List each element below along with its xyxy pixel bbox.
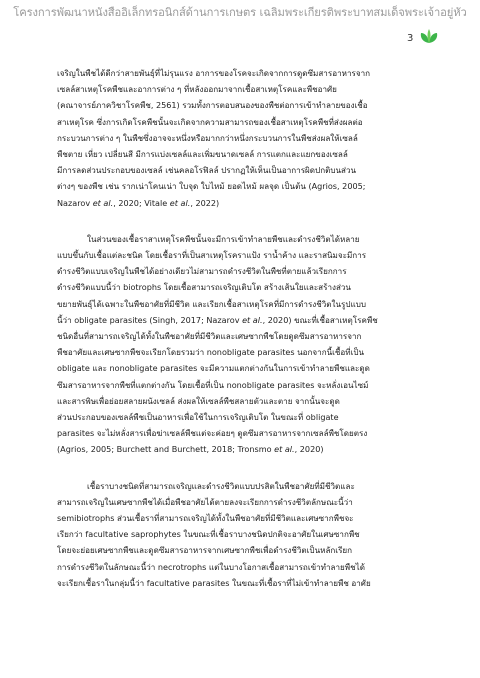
text-line: ต่างๆ ของพืช เช่น รากเน่าโคนเน่า ใบจุด ใบไหม้ ยอดไหม้ ผลจุด เป็นต้น (Agrios, 2005; [57,181,366,192]
text-line: Nazarov et al., 2020; Vitale et al., 2022) [57,197,220,208]
text-line: เชื้อราบางชนิดที่สามารถเจริญและดำรงชีวิตแบบปรสิตในพืชอาศัยที่มีชีวิตและ [87,480,355,491]
text-line: การดำรงชีวิตในลักษณะนี้ว่า necrotrophs แต่ในบางโอกาสเชื้อสามารถเข้าทำลายพืชได้ [57,561,365,572]
page-number: 3 [407,33,414,44]
text-line: (Agrios, 2005; Burchett and Burchett, 2018; Tronsmo et al., 2020) [57,444,324,455]
text-line: obligate และ nonobligate parasites จะมีความแตกต่างกันในการเข้าทำลายพืชและดูด [57,363,370,374]
text-line: พืชตาย เหี่ยว เปลี่ยนสี มีการแบ่งเซลล์และเพิ่มขนาดเซลล์ การแตกและแยกของเซลล์ [57,149,348,160]
text-line: ดำรงชีวิตแบบเจริญในพืชได้อย่างเดียวไม่สามารถดำรงชีวิตในพืชที่ตายแล้วเรียกการ [57,266,347,277]
text-line: ขยายพันธุ์ได้เฉพาะในพืชอาศัยที่มีชีวิต และเรียกเชื้อสาเหตุโรคที่มีการดำรงชีวิตในรูปแบบ [57,298,367,309]
text-line: (คณาจารย์ภาควิชาโรคพืช, 2561) รวมทั้งการตอบสนองของพืชต่อการเข้าทำลายของเชื้อ [57,100,368,111]
text-line: ชนิดอื่นที่สามารถเจริญได้ทั้งในพืชอาศัยที่มีชีวิตและเศษซากพืชโดยดูดซึมสารอาหารจาก [57,331,362,342]
paragraph-gap [57,211,420,231]
running-header: โครงการพัฒนาหนังสืออิเล็กทรอนิกส์ด้านการเกษตร เฉลิมพระเกียรติพระบาทสมเด็จพระเจ้าอยู่หัว [13,6,467,19]
green-leaf-icon [418,27,440,45]
text-line: พืชอาศัยและเศษซากพืชจะเรียกโดยรวมว่า nonobligate parasites นอกจากนี้เชื้อที่เป็น [57,347,365,358]
text-line: ส่วนประกอบของเซลล์พืชเป็นอาหารเพื่อใช้ในการเจริญเติบโต ในขณะที่ obligate [57,412,339,423]
text-line: ดำรงชีวิตแบบนี้ว่า biotrophs โดยเชื้อสามารถเจริญเติบโต สร้างเส้นใยและสร้างส่วน [57,282,351,293]
text-line: สามารถเจริญในเศษซากพืชได้เมื่อพืชอาศัยได้ตายลงจะเรียกการดำรงชีวิตลักษณะนี้ว่า [57,496,353,507]
paragraph-2 [57,231,420,458]
text-line: มีการลดส่วนประกอบของเซลล์ เช่นคลอโรฟิลล์ ปรากฏให้เห็นเป็นอาการผิดปกติบนส่วน [57,165,357,176]
text-line: ซึมสารอาหารจากพืชที่แตกต่างกัน โดยเชื้อที่เป็น nonobligate parasites จะหลั่งเอนไซม์ [57,379,369,390]
text-line: ในส่วนของเชื้อราสาเหตุโรคพืชนั้นจะมีการเข้าทำลายพืชและดำรงชีวิตได้หลาย [87,233,360,244]
text-line: กระบวนการต่าง ๆ ในพืชซึ่งอาจจะหนึ่งหรือมากกว่าหนึ่งกระบวนการในพืชส่งผลให้เซลล์ [57,132,358,143]
text-line: parasites จะไม่หลั่งสารเพื่อฆ่าเซลล์พืชแต่จะค่อยๆ ดูดซึมสารอาหารจากเซลล์พืชโดยตรง [57,428,368,439]
body-text [57,65,420,591]
text-line: โดยจะย่อยเศษซากพืชและดูดซึมสารอาหารจากเศษซากพืชเพื่อดำรงชีวิตเป็นหลักเรียก [57,545,353,556]
text-line: และสารพิษเพื่อย่อยสลายผนังเซลล์ ส่งผลให้เซลล์พืชสลายตัวและตาย จากนั้นจะดูด [57,395,340,406]
text-line: เจริญในพืชได้ดีกว่าสายพันธุ์ที่ไม่รุนแรง อาการของโรคจะเกิดจากการดูดซึมสารอาหารจาก [57,68,371,78]
paragraph-3 [57,478,420,591]
paragraph-1 [57,65,420,211]
paragraph-gap [57,458,420,478]
text-line: semibiotrophs ส่วนเชื้อราที่สามารถเจริญได้ทั้งในพืชอาศัยที่มีชีวิตและเศษซากพืชจะ [57,513,354,524]
text-line: สาเหตุโรค ซึ่งการเกิดโรคพืชนั้นจะเกิดจากความสามารถของเชื้อสาเหตุโรคพืชที่ส่งผลต่อ [57,116,363,127]
text-line: จะเรียกเชื้อราในกลุ่มนี้ว่า facultative parasites ในขณะที่เชื้อราที่ไม่เข้าทำลายพืช อาศัย [57,577,371,588]
text-line: เรียกว่า facultative saprophytes ในขณะที่เชื้อราบางชนิดปกติจะอาศัยในเศษซากพืช [57,529,360,540]
text-line: เซลล์สาเหตุโรคพืชและอาการต่าง ๆ ที่หลังออกมาจากเชื้อสาเหตุโรคและพืชอาศัย [57,84,337,95]
text-line: นี้ว่า obligate parasites (Singh, 2017; Nazarov et al., 2020) ขณะที่เชื้อสาเหตุโรคพืช [57,314,378,325]
text-line: แบบขึ้นกับเชื้อแต่ละชนิด โดยเชื้อราที่เป็นสาเหตุโรคราแป้ง ราน้ำค้าง และราสนิมจะมีการ [57,250,367,261]
